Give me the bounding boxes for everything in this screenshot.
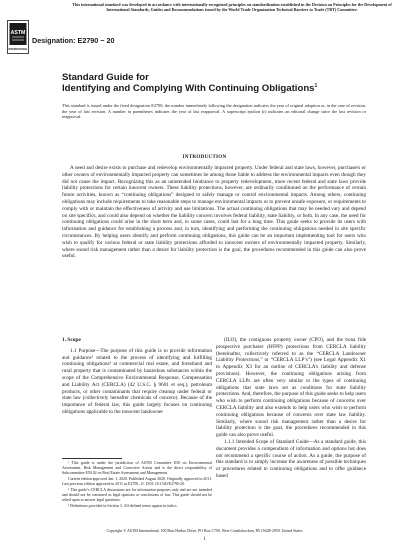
scope-llp-paragraph: (ILO), the contiguous property owner (CPO), and the bona fide prospective purchaser (BFPP) protections from CERCLA liability (hereinafter, collectively referred to as the “CERCLA Landowner Liability Protections,” or “CERCLA LLP’s”) (see Legal Appendix X1 to Appendix X3 for an outline of CERCLA’s liability and defense provisions). However, the continuing obligations arising from CERCLA LLPs are often very similar to the types of continuing obligations that state laws set as conditions for state liability protections. And, therefore, the purpose of this guide seeks to help users who wish to perform continuing obligations because of concerns over CERCLA liability and also extends to help users who wish to perform continuing obligations because of concerns over state law liability. Similarly, where sound risk management rather than a desire for liability protection is the goal, the procedures recommended in this guide can also prove useful.	[216, 337, 366, 439]
astm-logo	[7, 20, 29, 54]
copyright-footer: Copyright © ASTM International, 100 Barr Harbor Drive, PO Box C700, West Conshohocken, PA 19428-2959. United States	[106, 529, 303, 533]
introduction-body	[62, 165, 366, 260]
right-column	[216, 337, 366, 480]
footnote-3: ³ Definitions provided in Section 3. All defined terms appear in italics.	[68, 504, 178, 508]
introduction-paragraph: A need and desire exists to purchase and redevelop environmentally impacted property. Under federal and state laws, however, purchasers or other owners of environmentally impacted property can sometimes be among those liable to address the environmental impacts even though they did not cause the impact. Recognizing this as an unintended hindrance to property redevelopment, more recent federal and state laws provide liability protections for certain innocent owners. These liability protections, however, are ordinarily conditioned on the performance of certain future activities, known as “continuing obligations” designed to safely manage or control environmental impacts. Among others, continuing obligations may include requirements to take reasonable steps to manage environmental impacts or to prevent unsafe exposure, or requirements to comply with or maintain the effectiveness of activity and use limitations. The actual continuing obligations that may be needed vary and depend on site specifics, and could also depend on whether the liability concern involves federal liability, state liability, or both. In any case, the need for continuing obligations could arise in the short term and, in some cases, could last for a long time. This guide seeks to provide its users with information and guidance for establishing a process and, in turn, identifying and performing the continuing obligations needed in site specific circumstances. By helping users identify and perform continuing obligations, this guide can be an important implementing tool for users who wish to qualify for various federal or state liability protections afforded to innocent owners of environmentally impacted property. Similarly, where sound risk management rather than a desire for liability protection is the goal, the procedures recommended in this guide can also prove useful.	[62, 165, 366, 260]
title-line-1: Standard Guide for	[62, 72, 149, 83]
left-column	[62, 337, 212, 416]
introduction-heading: INTRODUCTION	[182, 154, 227, 160]
scope-purpose-paragraph: 1.1 Purpose—The purpose of this guide is to provide information and guidance² related to the process of identifying and fulfilling continuing obligations³ at commercial real estate, and forestland and rural property that is contaminated by hazardous substances within the scope of the Comprehensive Environmental Response, Compensation and Liability Act (CERCLA) (42 U.S.C. § 9601 et seq.), petroleum products, or other contaminants that require cleanup under federal or state law (collectively hereafter chemicals of concern). Because of the importance of federal law, this guide largely focuses on continuing obligations applicable to the innocent landowner	[62, 347, 212, 415]
title-line-2: Identifying and Complying With Continuing Obligations	[62, 83, 315, 94]
title-footnote-mark[interactable]: 1	[314, 82, 318, 89]
document-title	[62, 72, 362, 94]
scope-intended-paragraph: 1.1.1 Intended Scope of Standard Guide—As a standard guide, this document provides a compendium of information and options but does not recommend a specific course of action. As a guide, the purpose of this standard is to simply increase the awareness of possible techniques or procedures related to continuing obligations and to offer guidance based	[216, 438, 366, 479]
svg-text:ASTM: ASTM	[10, 30, 26, 36]
issue-note: This standard is issued under the fixed designation E2790; the number immediately following the designation indicates the year of original adoption or, in the case of revision, the year of last revision. A number in parentheses indicates the year of last reapproval. A superscript epsilon (ε) indicates an editorial change since the last revision or reapproval.	[62, 103, 366, 120]
scope-heading: 1. Scope	[62, 337, 81, 343]
footnote-1-edition: Current edition approved Jan. 1, 2020. Published August 2020. Originally approved in 2011. Last previous edition approved in 2011 as E2790–11. DOI: 10.1520/E2790-20.	[62, 477, 212, 486]
designation: Designation: E2790 − 20	[32, 36, 115, 45]
footnote-2: ² This guide’s CERCLA discussions are for information purposes only and are not intended and should not be construed as legal opinions or conclusions of law. This guide should not be relied upon to answer legal questions.	[62, 488, 212, 502]
svg-text:INTERNATIONAL: INTERNATIONAL	[8, 48, 28, 51]
footnote-1: ¹ This guide is under the jurisdiction of ASTM Committee E50 on Environmental Assessment, Risk Management and Corrective Action and is the direct responsibility of Subcommittee E50.02 on Real Estate Assessment and Management.	[62, 461, 212, 475]
footnote-divider	[62, 458, 122, 459]
footnotes	[62, 461, 212, 510]
top-notice: This international standard was developed in accordance with internationally recognized principles on standardization established in the Decision on Principles for the Development of International Standards, Guides and Recommendations issued by the World Trade Organization Technical Barriers to Trade (TBT) Committee.	[72, 2, 392, 12]
page-number: 1	[203, 537, 206, 542]
